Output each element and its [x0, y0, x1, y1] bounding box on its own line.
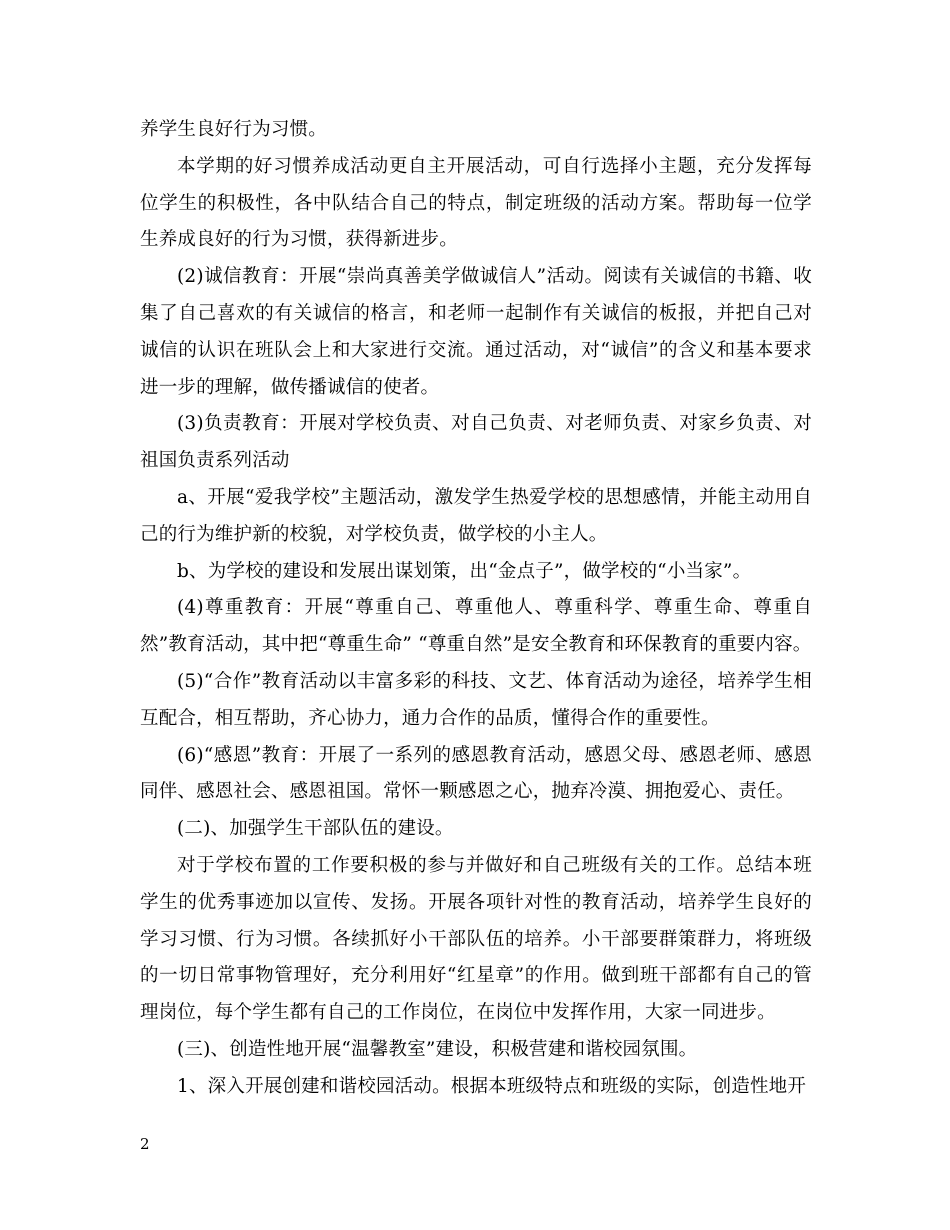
paragraph-integrity-education: (2)诚信教育：开展“崇尚真善美学做诚信人”活动。阅读有关诚信的书籍、收集了自己喜欢的有关诚信的格言，和老师一起制作有关诚信的板报，并把自己对诚信的认识在班队会上和大家进行交流。通过活动，对“诚信”的含义和基本要求进一步的理解，做传播诚信的使者。 — [140, 266, 812, 398]
paragraph-harmonious-campus: 1、深入开展创建和谐校园活动。根据本班级特点和班级的实际，创造性地开 — [177, 1075, 807, 1097]
section-heading-student-cadres: (二)、加强学生干部队伍的建设。 — [177, 818, 454, 840]
paragraph-love-school: a、开展“爱我学校”主题活动，激发学生热爱学校的思想感情，并能主动用自己的行为维护新的校貌，对学校负责，做学校的小主人。 — [140, 486, 812, 545]
paragraph-continuation: 养学生良好行为习惯。 — [140, 119, 328, 140]
document-body — [140, 112, 812, 1106]
paragraph-school-advice: b、为学校的建设和发展出谋划策，出“金点子”，做学校的“小当家”。 — [177, 560, 752, 582]
paragraph-respect-education: (4)尊重教育：开展“尊重自己、尊重他人、尊重科学、尊重生命、尊重自然”教育活动，其中把“尊重生命” “尊重自然”是安全教育和环保教育的重要内容。 — [140, 597, 812, 656]
paragraph-gratitude-education: (6)“感恩”教育：开展了一系列的感恩教育活动，感恩父母、感恩老师、感恩同伴、感恩社会、感恩祖国。常怀一颗感恩之心，抛弃冷漠、拥抱爱心、责任。 — [140, 744, 812, 803]
paragraph-school-work: 对于学校布置的工作要积极的参与并做好和自己班级有关的工作。总结本班学生的优秀事迹加以宣传、发扬。开展各项针对性的教育活动，培养学生良好的学习习惯、行为习惯。各续抓好小干部队伍的培养。小干部要群策群力，将班级的一切日常事物管理好，充分利用好“红星章”的作用。做到班干部都有自己的管理岗位，每个学生都有自己的工作岗位，在岗位中发挥作用，大家一同进步。 — [140, 854, 812, 1024]
paragraph-responsibility-education: (3)负责教育：开展对学校负责、对自己负责、对老师负责、对家乡负责、对祖国负责系列活动 — [140, 413, 812, 472]
page-number: 2 — [140, 1135, 150, 1153]
paragraph-habit-activity: 本学期的好习惯养成活动更自主开展活动，可自行选择小主题，充分发挥每位学生的积极性，各中队结合自己的特点，制定班级的活动方案。帮助每一位学生养成良好的行为习惯，获得新进步。 — [140, 155, 812, 251]
paragraph-cooperation-education: (5)“合作”教育活动以丰富多彩的科技、文艺、体育活动为途径，培养学生相互配合，相互帮助，齐心协力，通力合作的品质，懂得合作的重要性。 — [140, 670, 812, 729]
section-heading-warm-classroom: (三)、创造性地开展“温馨教室”建设，积极营建和谐校园氛围。 — [177, 1038, 698, 1060]
